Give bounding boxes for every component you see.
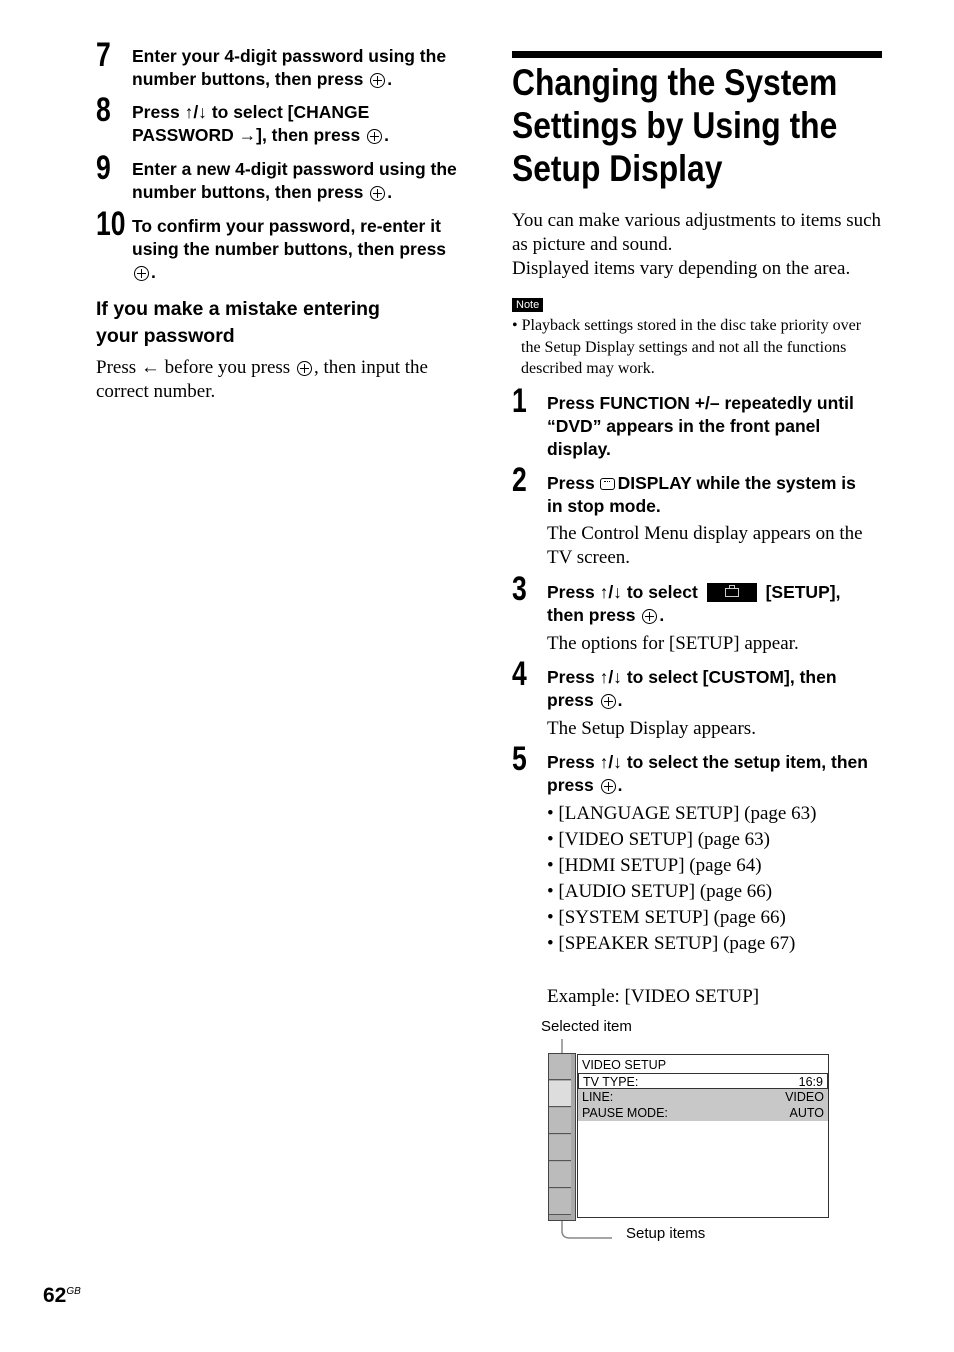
step-number-5: 5: [512, 740, 527, 778]
step-9-text: [132, 158, 477, 204]
step-number-2: 2: [512, 461, 527, 499]
setup-item-tabs: [548, 1053, 576, 1221]
display-button-icon: [600, 478, 615, 490]
list-item: • [VIDEO SETUP] (page 63): [547, 829, 770, 850]
note-badge: Note: [512, 298, 543, 312]
page-region: GB: [66, 1286, 81, 1297]
step-2-description: The Control Menu display appears on the TV screen.: [547, 523, 863, 568]
mistake-heading: If you make a mistake entering your password: [96, 298, 380, 347]
enter-button-icon: [642, 609, 657, 624]
step-7-line1: Enter your 4-digit password using the: [132, 46, 447, 66]
example-caption: Example: [VIDEO SETUP]: [547, 986, 760, 1007]
step-3-description: The options for [SETUP] appear.: [547, 633, 799, 654]
step-10-line3: .: [132, 261, 472, 284]
note-text: • Playback settings stored in the disc take priority over the Setup Display settings and not all the functions described may work.: [512, 317, 862, 377]
step-number-1: 1: [512, 382, 527, 420]
step-number-4: 4: [512, 655, 527, 693]
up-down-arrow-icon: ↑/↓: [599, 582, 622, 602]
list-item: • [AUDIO SETUP] (page 66): [547, 881, 773, 902]
enter-button-icon: [601, 694, 616, 709]
step-number-9: 9: [96, 149, 111, 187]
enter-button-icon: [370, 186, 385, 201]
setup-tab-selected: [549, 1081, 571, 1107]
title-rule: [512, 51, 882, 58]
step-4-text: Press ↑/↓ to select [CUSTOM], then press .: [547, 667, 837, 710]
step-5-text: Press ↑/↓ to select the setup item, then press .: [547, 752, 868, 795]
list-item: • [SYSTEM SETUP] (page 66): [547, 907, 786, 928]
up-down-arrow-icon: ↑/↓: [599, 752, 622, 772]
step-8-line2: PASSWORD →], then press .: [132, 125, 389, 145]
step-8-text: [132, 101, 472, 147]
setup-tab: [549, 1162, 571, 1188]
up-down-arrow-icon: ↑/↓: [599, 667, 622, 687]
setup-tab: [549, 1108, 571, 1134]
step-10-text: [132, 215, 472, 284]
step-10-line2: using the number buttons, then press: [132, 239, 447, 259]
step-1-text: Press FUNCTION +/– repeatedly until “DVD” appears in the front panel display.: [547, 393, 854, 459]
mistake-body: Press ← before you press , then input the correct number.: [96, 357, 428, 402]
osd-row-line: LINE: VIDEO: [582, 1090, 824, 1104]
step-number-10: 10: [96, 205, 126, 243]
setup-items-list: [547, 801, 892, 957]
setup-tab: [549, 1054, 571, 1080]
step-10-line1: To confirm your password, re-enter it: [132, 216, 441, 236]
setup-tab: [549, 1135, 571, 1161]
setup-display-panel: [577, 1054, 829, 1218]
list-item: • [LANGUAGE SETUP] (page 63): [547, 803, 817, 824]
step-number-7: 7: [96, 36, 111, 74]
toolbox-setup-icon: [707, 583, 757, 602]
enter-button-icon: [367, 129, 382, 144]
list-item: • [SPEAKER SETUP] (page 67): [547, 933, 796, 954]
step-7-line2: number buttons, then press .: [132, 69, 393, 89]
step-number-8: 8: [96, 91, 111, 129]
up-down-arrow-icon: ↑/↓: [184, 102, 207, 122]
setup-items-leader: [562, 1220, 612, 1238]
osd-row-pause-mode: PAUSE MODE: AUTO: [582, 1106, 824, 1120]
step-8-line1: Press ↑/↓ to select [CHANGE: [132, 102, 370, 122]
enter-button-icon: [601, 779, 616, 794]
page-number: $62^{GB}$: [43, 1284, 81, 1307]
enter-button-icon: [134, 266, 149, 281]
step-3-text: Press ↑/↓ to select [SETUP], then press .: [547, 582, 841, 625]
section-intro: You can make various adjustments to items such as picture and sound. Displayed items vary depending on the area.: [512, 210, 882, 279]
step-number-3: 3: [512, 570, 527, 608]
enter-button-icon: [370, 73, 385, 88]
step-4-description: The Setup Display appears.: [547, 718, 756, 739]
setup-items-label: Setup items: [626, 1225, 706, 1242]
osd-header: VIDEO SETUP: [582, 1058, 667, 1072]
setup-tab: [549, 1189, 571, 1215]
step-2-text: Press DISPLAY while the system is in stop mode.: [547, 473, 856, 516]
osd-row-tv-type: TV TYPE: 16:9: [578, 1073, 828, 1089]
step-7-text: [132, 45, 472, 91]
step-9-line1: Enter a new 4-digit password using the: [132, 159, 457, 179]
back-arrow-icon: ←: [140, 357, 160, 378]
enter-button-icon: [297, 361, 312, 376]
list-item: • [HDMI SETUP] (page 64): [547, 855, 762, 876]
step-9-line2: number buttons, then press .: [132, 182, 393, 202]
selected-item-label: Selected item: [541, 1018, 632, 1035]
section-title: Changing the System Settings by Using the Setup Display: [512, 62, 838, 189]
